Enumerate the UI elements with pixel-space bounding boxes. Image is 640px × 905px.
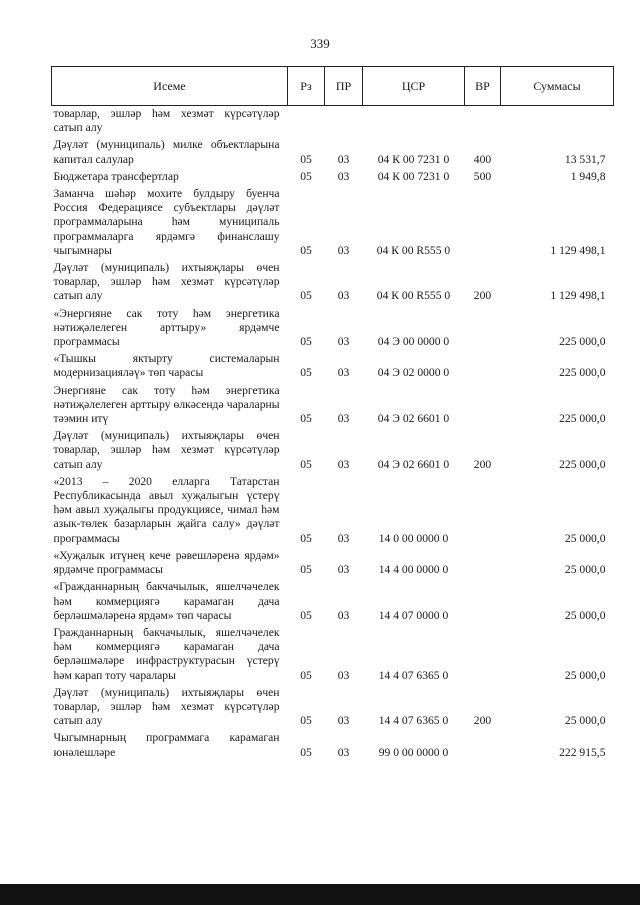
row-rz: 05 (300, 745, 312, 759)
row-name: Заманча шәһәр мохите булдыру буенча Россия Федерациясе субъектлары дәүләт программаларына һәм муниципаль программаларга ярдәмгә финанслашу чыгымнары (53, 187, 280, 257)
row-name: Энергияне сак тоту һәм энергетика нәтиҗәлелеген арттыру өлкәсендә чараларны тәэмин итү (53, 383, 280, 426)
row-name: Дәүләт (муниципаль) ихтыяҗлары өчен товарлар, эшләр һәм хезмәт күрсәтүләр сатып алу (53, 261, 280, 303)
row-csr: 04 К 00 7231 0 (377, 152, 450, 166)
row-name: «Тышкы яктырту системаларын модернизацияләү» төп чарасы (53, 352, 280, 380)
row-vr (465, 185, 501, 259)
header-name: Исеме (52, 67, 288, 106)
row-vr (465, 473, 501, 547)
row-vr (465, 305, 501, 351)
row-sum: 13 531,7 (564, 152, 606, 166)
table-row (52, 136, 614, 167)
table-row (52, 473, 614, 547)
row-name: Дәүләт (муниципаль) ихтыяҗлары өчен товарлар, эшләр һәм хезмәт күрсәтүләр сатып алу (53, 685, 280, 728)
row-rz: 05 (300, 563, 312, 577)
row-vr: 400 (473, 152, 492, 166)
row-sum: 222 915,5 (559, 745, 606, 759)
table-row (52, 168, 614, 185)
row-sum: 25 000,0 (564, 714, 606, 728)
row-vr: 200 (473, 289, 492, 303)
row-vr (465, 729, 501, 760)
table-row (52, 547, 614, 578)
table-row (52, 427, 614, 473)
table-header-row (52, 67, 614, 106)
row-csr: 14 0 00 0000 0 (378, 531, 449, 545)
table-row (52, 259, 614, 305)
header-vr: ВР (465, 67, 501, 106)
table-row (52, 578, 614, 624)
row-rz: 05 (300, 169, 312, 183)
row-vr (465, 382, 501, 428)
row-rz: 05 (300, 668, 312, 682)
row-csr: 04 К 00 7231 0 (377, 169, 450, 183)
row-sum: 225 000,0 (559, 335, 606, 349)
row-sum: 25 000,0 (564, 668, 606, 682)
row-name: Дәүләт (муниципаль) милке объектларына капитал салулар (53, 138, 280, 166)
row-csr: 04 Э 02 6601 0 (377, 412, 450, 426)
row-name: «2013 – 2020 елларга Татарстан Республикасында авыл хуҗалыгын үстерү һәм авыл хуҗалыгы продукциясе, чимал һәм азык-төлек базарларын җайга салу» дәүләт программасы (53, 474, 280, 545)
row-vr (465, 578, 501, 624)
row-name: Гражданнарның бакчачылык, яшелчәчелек һәм коммерциягә карамаган дача берләшмәләре инфраструктурасын үстерү һәм карап тоту чаралары (53, 625, 280, 682)
row-sum: 1 129 498,1 (550, 243, 606, 257)
row-sum: 225 000,0 (559, 366, 606, 380)
row-csr: 14 4 07 6365 0 (378, 714, 449, 728)
row-rz: 05 (300, 412, 312, 426)
header-csr: ЦСР (363, 67, 465, 106)
row-csr: 14 4 00 0000 0 (378, 563, 449, 577)
row-sum: 225 000,0 (559, 457, 606, 471)
row-rz: 05 (300, 335, 312, 349)
page-number: 339 (310, 36, 330, 51)
row-vr (465, 350, 501, 381)
row-csr: 04 К 00 R555 0 (376, 289, 451, 303)
row-name: «Гражданнарның бакчачылык, яшелчәчелек һәм коммерциягә карамаган дача берләшмәләренә ярдәм» төп чарасы (53, 580, 280, 622)
table-row (52, 305, 614, 351)
row-csr: 14 4 07 0000 0 (378, 608, 449, 622)
row-rz: 05 (300, 714, 312, 728)
row-sum: 25 000,0 (564, 608, 606, 622)
row-vr (465, 547, 501, 578)
row-pr: 03 (337, 745, 350, 759)
table-row (52, 684, 614, 730)
row-rz: 05 (300, 289, 312, 303)
table-row (52, 382, 614, 428)
row-name: Бюджетара трансфертлар (53, 169, 179, 183)
row-csr: 04 Э 00 0000 0 (377, 335, 450, 349)
row-pr: 03 (337, 152, 350, 166)
row-pr: 03 (337, 169, 350, 183)
row-csr: 04 К 00 R555 0 (376, 243, 451, 257)
row-sum (501, 106, 614, 137)
table-row (52, 624, 614, 684)
table-row (52, 185, 614, 259)
row-sum: 25 000,0 (564, 531, 606, 545)
row-vr: 200 (473, 457, 492, 471)
row-rz (288, 106, 325, 137)
row-pr: 03 (337, 335, 350, 349)
row-csr: 14 4 07 6365 0 (378, 668, 449, 682)
row-sum: 25 000,0 (564, 563, 606, 577)
table-row (52, 350, 614, 381)
table-row (52, 729, 614, 760)
row-name: Чыгымнарның программага карамаган юнәлешләре (53, 731, 280, 759)
row-name: «Энергияне сак тоту һәм энергетика нәтиҗәлелеген арттыру» ярдәмче программасы (53, 306, 280, 349)
row-csr: 99 0 00 0000 0 (378, 745, 449, 759)
scan-bottom-edge (0, 884, 640, 905)
row-pr: 03 (337, 457, 350, 471)
row-rz: 05 (300, 243, 312, 257)
budget-table (51, 66, 614, 761)
row-pr: 03 (337, 608, 350, 622)
row-sum: 1 949,8 (570, 169, 606, 183)
row-vr (465, 106, 501, 137)
row-sum: 1 129 498,1 (550, 289, 606, 303)
header-rz: Рз (288, 67, 325, 106)
row-vr: 500 (473, 169, 492, 183)
row-vr (465, 624, 501, 684)
row-pr: 03 (337, 289, 350, 303)
row-name: «Хуҗалык итүнең кече рәвешләренә ярдәм» ярдәмче программасы (53, 548, 280, 577)
table-row (52, 106, 614, 137)
row-rz: 05 (300, 457, 312, 471)
row-pr: 03 (337, 243, 350, 257)
row-pr: 03 (337, 531, 350, 545)
header-sum: Суммасы (501, 67, 614, 106)
row-pr: 03 (337, 366, 350, 380)
header-pr: ПР (325, 67, 363, 106)
row-csr: 04 Э 02 0000 0 (377, 366, 450, 380)
row-pr: 03 (337, 412, 350, 426)
row-rz: 05 (300, 531, 312, 545)
row-pr: 03 (337, 714, 350, 728)
row-sum: 225 000,0 (559, 412, 606, 426)
row-csr (363, 106, 465, 137)
row-csr: 04 Э 02 6601 0 (377, 457, 450, 471)
row-name: товарлар, эшләр һәм хезмәт күрсәтүләр сатып алу (53, 107, 280, 135)
row-rz: 05 (300, 366, 312, 380)
row-vr: 200 (473, 714, 492, 728)
row-pr (325, 106, 363, 137)
row-name: Дәүләт (муниципаль) ихтыяҗлары өчен товарлар, эшләр һәм хезмәт күрсәтүләр сатып алу (53, 429, 280, 471)
row-rz: 05 (300, 608, 312, 622)
row-rz: 05 (300, 152, 312, 166)
row-pr: 03 (337, 563, 350, 577)
row-pr: 03 (337, 668, 350, 682)
